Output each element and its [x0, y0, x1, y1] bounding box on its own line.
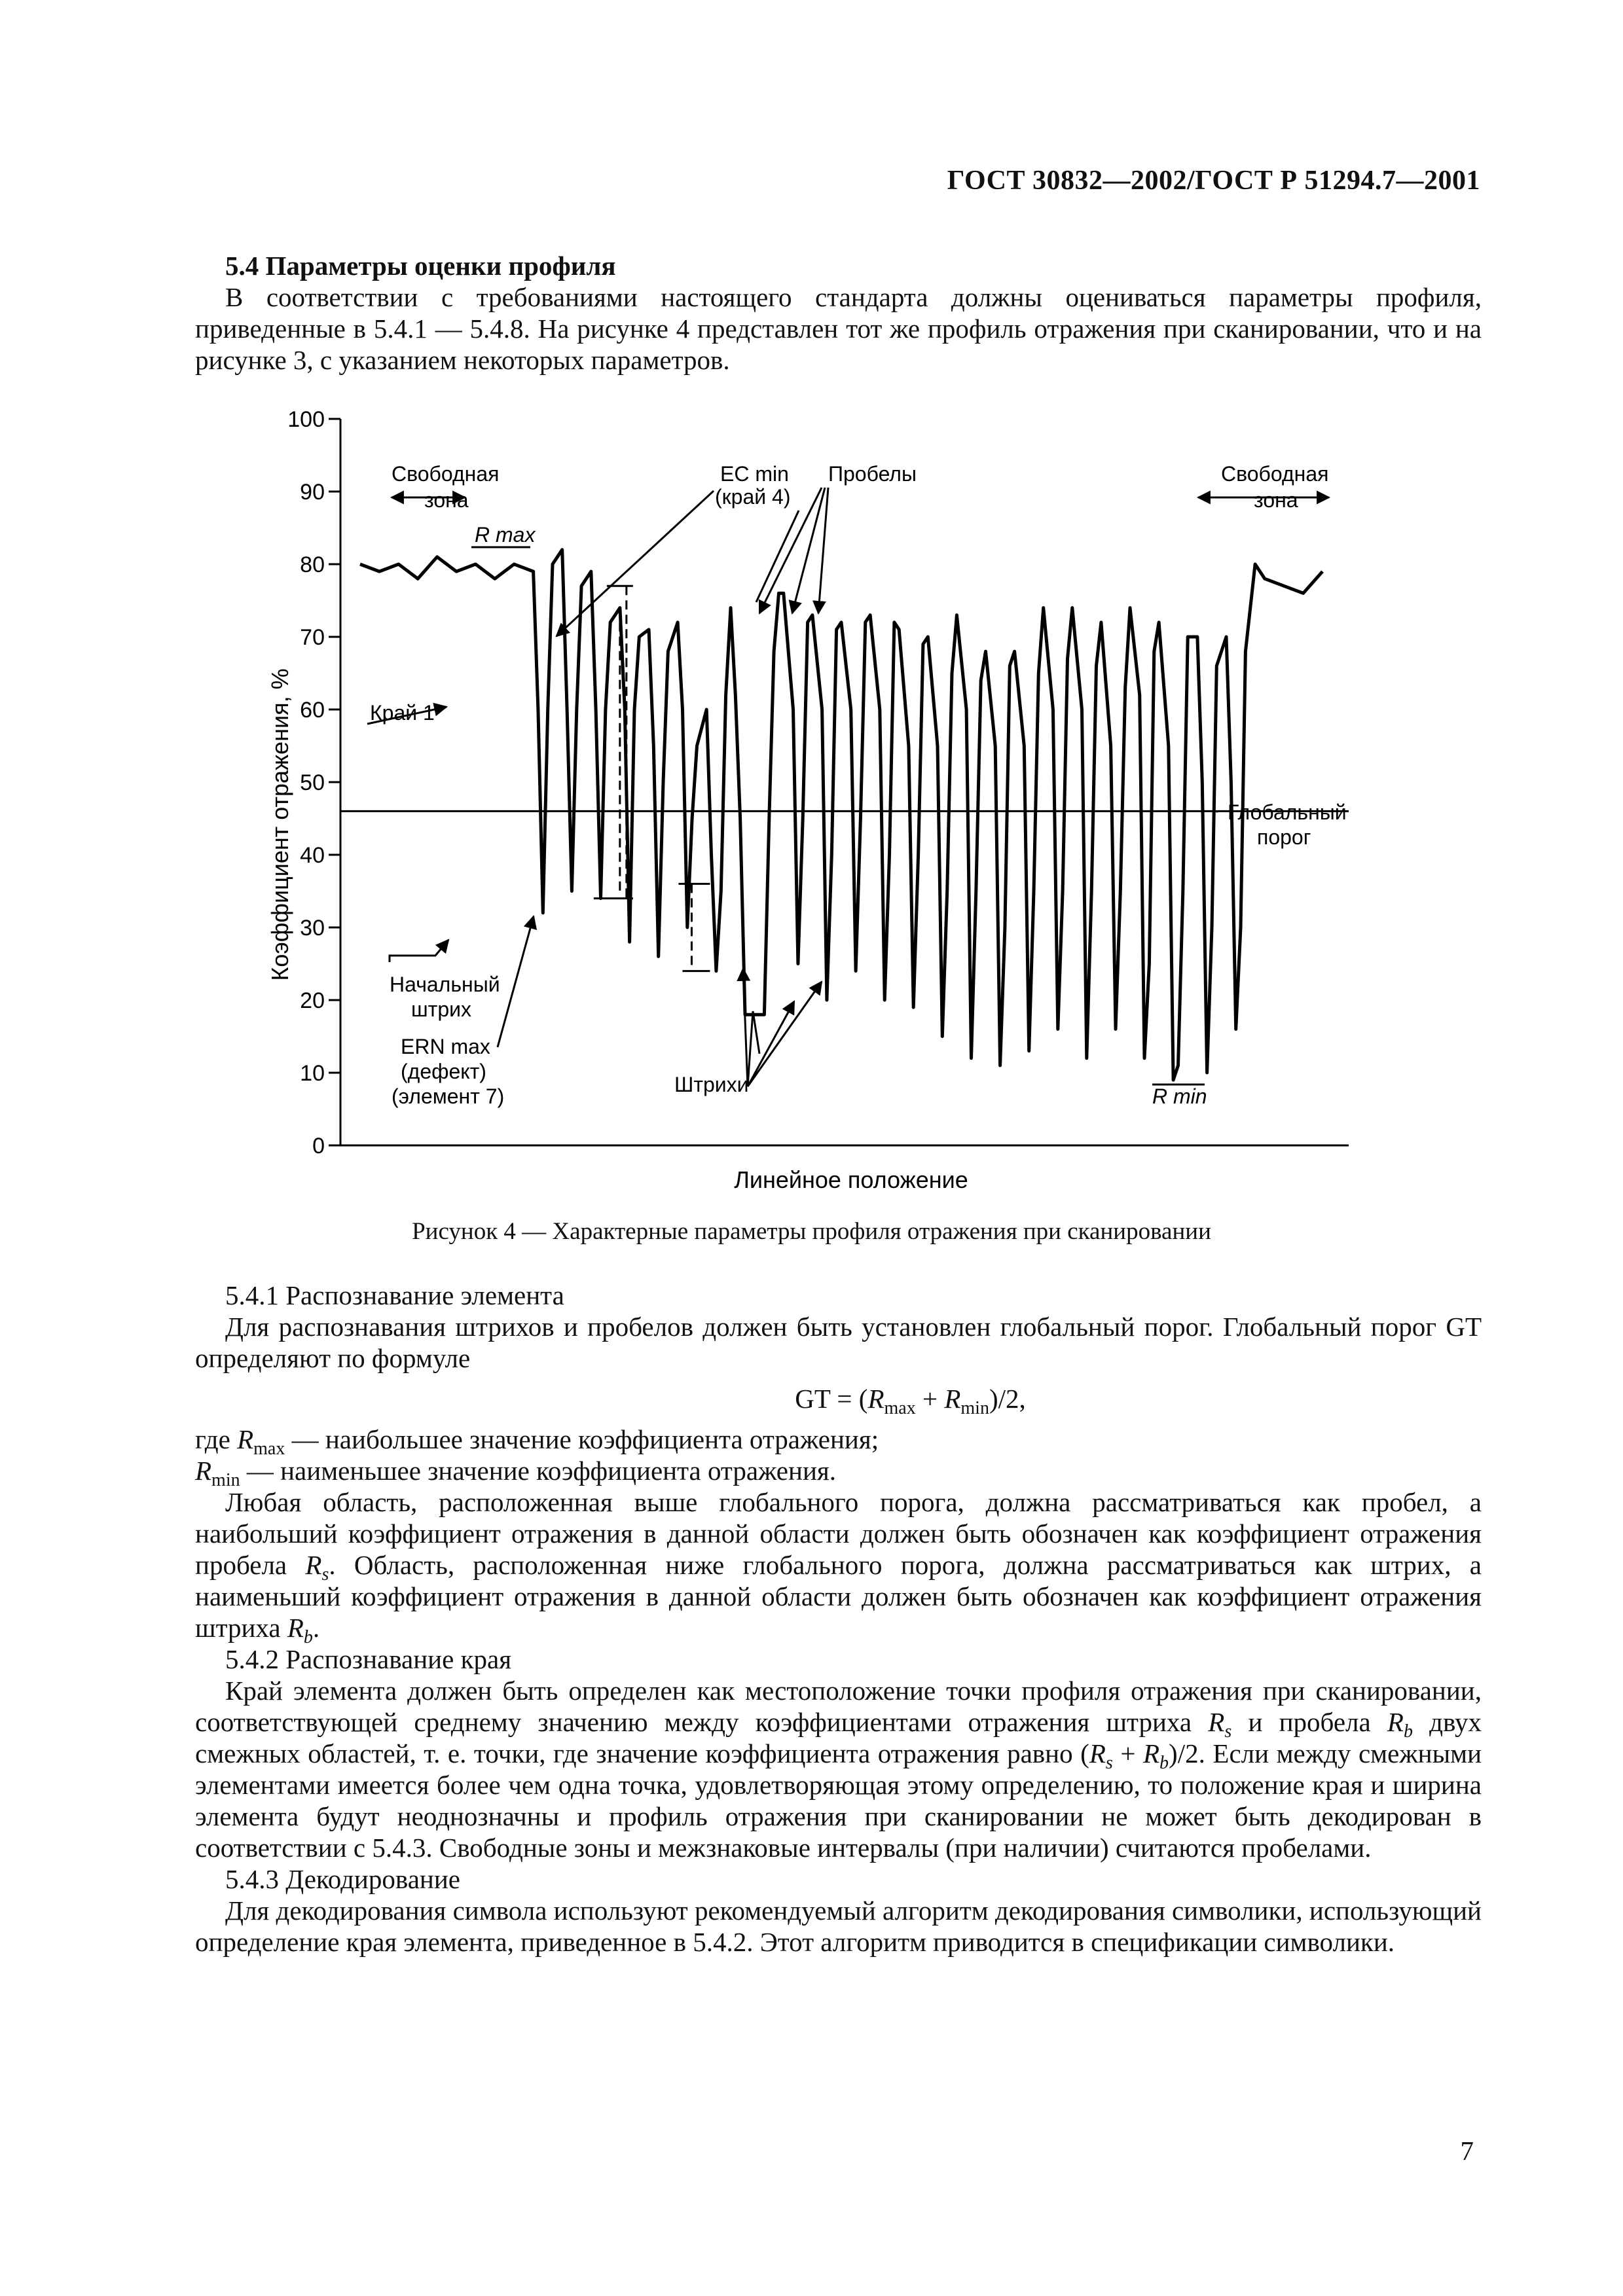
annotation-spaces: Пробелы	[828, 462, 917, 486]
annotation-threshold-2: порог	[1257, 825, 1311, 849]
y-tick-label: 10	[300, 1061, 325, 1086]
body-text	[195, 1280, 1482, 1958]
s541-paragraph-1: Для распознавания штрихов и пробелов должен быть установлен глобальный порог. Глобальный порог GT определяют по формуле	[195, 1312, 1482, 1373]
y-tick-label: 80	[300, 552, 325, 577]
annotation-free-zone-right-2: зона	[1254, 488, 1298, 512]
ern-max-leader	[498, 916, 534, 1047]
s541-paragraph-2: Любая область, расположенная выше глобального порога, должна рассматриваться как пробел, а наибольший коэффициент отражения в данной области должен быть обозначен как коэффициент отражения пробела $R_s$. Область, расположенная ниже глобального порога, должна рассматриваться как штрих, а наименьший коэффициент отражения в данной области должен быть обозначен как коэффициент отражения штриха $R_b$.	[195, 1487, 1482, 1648]
s541-title: 5.4.1 Распознавание элемента	[225, 1280, 564, 1310]
annotation-ern-max-1: ERN max	[401, 1035, 490, 1058]
definition-rmax: где $R_{max}$ — наибольшее значение коэффициента отражения;	[195, 1424, 879, 1460]
s543-paragraph-1: Для декодирования символа используют рекомендуемый алгоритм декодирования символики, использующий определение края элемента, приведенное в 5.4.2. Этот алгоритм приводится в спецификации символики.	[195, 1895, 1482, 1957]
start-bar-leader	[390, 940, 448, 962]
y-tick-label: 70	[300, 625, 325, 650]
definition-rmin: $R_{min}$ — наименьшее значение коэффициента отражения.	[195, 1456, 836, 1491]
annotation-start-bar-1: Начальный	[390, 973, 500, 996]
y-axis-label: Коэффициент отражения, %	[266, 668, 293, 981]
annotation-threshold-1: Глобальный	[1228, 800, 1347, 824]
section-5-4	[195, 250, 1482, 376]
annotation-r-max: R max	[475, 523, 536, 547]
y-tick-label: 40	[300, 843, 325, 868]
figure-caption: Рисунок 4 — Характерные параметры профиля отражения при сканировании	[412, 1218, 1211, 1245]
annotation-ec-min-2: (край 4)	[715, 485, 791, 509]
annotation-free-zone-left-1: Свободная	[392, 462, 500, 486]
x-axis-label: Линейное положение	[734, 1166, 968, 1191]
annotation-start-bar-2: штрих	[411, 997, 471, 1021]
gt-formula: GT = $(R_{max} + R_{min})/2$,	[795, 1384, 1026, 1419]
annotation-r-min: R min	[1152, 1085, 1207, 1108]
profile-line	[360, 550, 1322, 1080]
y-tick-label: 90	[300, 480, 325, 505]
y-tick-label: 30	[300, 916, 325, 941]
bars-leader-3	[748, 982, 822, 1086]
s542-paragraph-1: Край элемента должен быть определен как местоположение точки профиля отражения при сканировании, соответствующей среднему значению между коэффициентами отражения штриха $R_s$ и пробела $R_b$ двух смежных областей, т. е. точки, где значение коэффициента отражения равно $(R_s + R_b)/2$. Если между смежными элементами имеется более чем одна точка, удовлетворяющая этому определению, то положение края и ширина элемента будут неоднозначны и профиль отражения при сканировании не может быть декодирован в соответствии с 5.4.3. Свободные зоны и межзнаковые интервалы (при наличии) считаются пробелами.	[195, 1676, 1482, 1863]
annotation-ern-max-3: (элемент 7)	[392, 1085, 505, 1108]
y-tick-label: 60	[300, 698, 325, 723]
annotation-free-zone-left-2: зона	[424, 488, 469, 512]
annotation-ec-min-1: EC min	[720, 462, 789, 486]
y-tick-label: 20	[300, 988, 325, 1013]
ec-min-leader	[556, 491, 714, 636]
y-tick-label: 50	[300, 770, 325, 795]
standard-code-header: ГОСТ 30832—2002/ГОСТ Р 51294.7—2001	[947, 166, 1480, 196]
s543-title: 5.4.3 Декодирование	[225, 1864, 460, 1894]
ec-min-leader-2	[756, 511, 799, 602]
annotation-edge-1: Край 1	[370, 701, 435, 725]
section-title: 5.4 Параметры оценки профиля	[225, 251, 616, 281]
annotation-bars: Штрихи	[674, 1073, 749, 1096]
page-number: 7	[1460, 2136, 1474, 2166]
y-tick-label: 0	[312, 1134, 325, 1158]
annotation-ern-max-2: (дефект)	[401, 1060, 486, 1083]
reflectance-profile-chart	[249, 393, 1375, 1191]
section-intro: В соответствии с требованиями настоящего стандарта должны оцениваться параметры профиля, приведенные в 5.4.1 — 5.4.8. На рисунке 4 представлен тот же профиль отражения при сканировании, что и на рисунке 3, с указанием некоторых параметров.	[195, 282, 1482, 375]
s542-title: 5.4.2 Распознавание края	[225, 1644, 512, 1674]
annotation-free-zone-right-1: Свободная	[1221, 462, 1329, 486]
y-tick-label: 100	[287, 407, 325, 432]
